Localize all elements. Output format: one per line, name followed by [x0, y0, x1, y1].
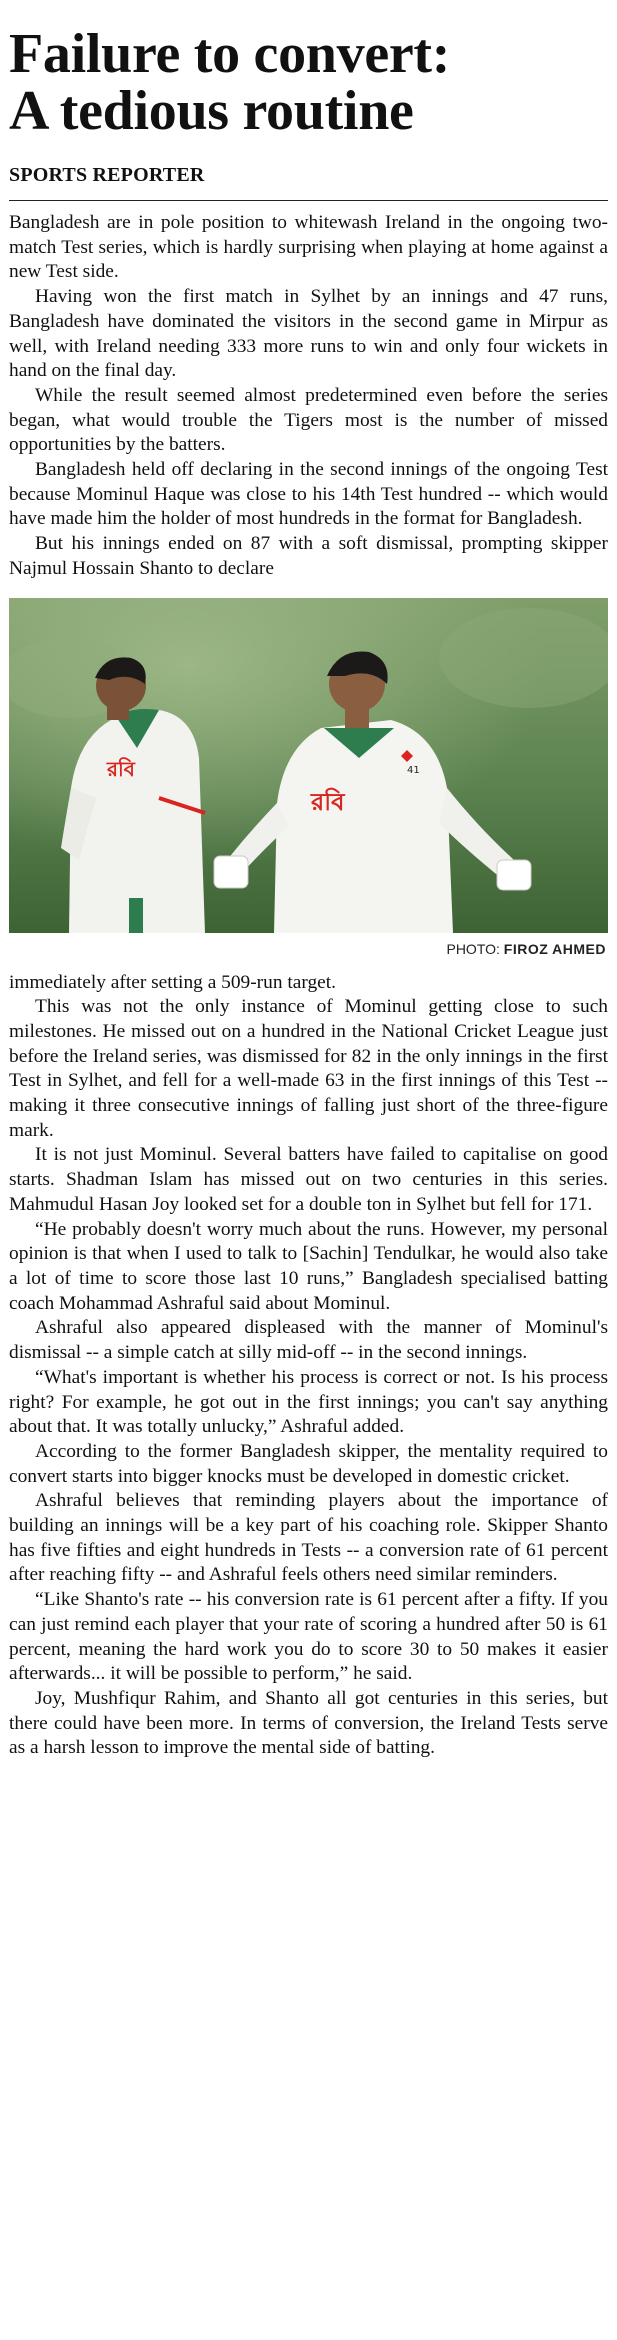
jersey-logo-left: রবি	[107, 756, 135, 781]
photo-credit-prefix: PHOTO:	[446, 940, 500, 957]
paragraph: Bangladesh held off declaring in the second innings of the ongoing Test because Mominul Haque was close to his 14th Test hundred -- which would have made him the holder of most hundreds in the format for Bangladesh.	[9, 459, 608, 530]
headline	[9, 23, 608, 142]
paragraph: While the result seemed almost predetermined even before the series began, what would trouble the Tigers most is the number of missed opportunities by the batters.	[9, 384, 608, 456]
paragraph: It is not just Mominul. Several batters have failed to capitalise on good starts. Shadman Islam has missed out on two centuries in this series. Mahmudul Hasan Joy looked set for a double ton in Sylhet but fell for 171.	[9, 1144, 608, 1215]
paragraph: Bangladesh are in pole position to whitewash Ireland in the ongoing two-match Test series, which is hardly surprising when playing at home against a new Test side.	[9, 212, 608, 283]
byline: SPORTS REPORTER	[9, 164, 205, 186]
paragraph: “He probably doesn't worry much about the runs. However, my personal opinion is that when I used to talk to [Sachin] Tendulkar, he would also take a lot of time to score those last 10 runs,” Bangladesh specialised batting coach Mohammad Ashraful said about Mominul.	[9, 1218, 608, 1314]
paragraph: “What's important is whether his process is correct or not. Is his process right? For example, he got out in the first innings; you can't say anything about that. It was totally unlucky,” Ashraful added.	[9, 1366, 608, 1438]
photo-block	[9, 598, 608, 959]
photo-credit	[9, 941, 606, 959]
jersey-number: 41	[407, 764, 420, 776]
paragraph: Joy, Mushfiqur Rahim, and Shanto all got centuries in this series, but there could have been more. In terms of conversion, the Ireland Tests serve as a harsh lesson to improve the mental side of batting.	[9, 1687, 608, 1759]
article-body-top	[9, 211, 608, 582]
paragraph: This was not the only instance of Mominul getting close to such milestones. He missed out on a hundred in the National Cricket League just before the Ireland series, was dismissed for 82 in the only innings in the first Test in Sylhet, and fell for a well-made 63 in the first innings of this Test -- making it three consecutive innings of falling just short of the three-figure mark.	[9, 996, 608, 1141]
paragraph: But his innings ended on 87 with a soft dismissal, prompting skipper Najmul Hossain Shanto to declare	[9, 533, 608, 579]
cricketers-photo	[9, 598, 608, 933]
paragraph: Ashraful believes that reminding players about the importance of building an innings will be a key part of his coaching role. Skipper Shanto has five fifties and eight hundreds in Tests -- a conversion rate of 61 percent after reaching fifty -- and Ashraful feels others need similar reminders.	[9, 1490, 608, 1586]
paragraph: Having won the first match in Sylhet by an innings and 47 runs, Bangladesh have dominated the visitors in the second game in Mirpur as well, with Ireland needing 333 more runs to win and only four wickets in hand on the final day.	[9, 286, 608, 382]
article-body-bottom	[9, 971, 608, 1762]
headline-line-2: A tedious routine	[9, 80, 414, 142]
paragraph: According to the former Bangladesh skipper, the mentality required to convert starts into bigger knocks must be developed in domestic cricket.	[9, 1440, 608, 1487]
paragraph: immediately after setting a 509-run target.	[9, 971, 337, 993]
photo-credit-name: FIROZ AHMED	[503, 940, 606, 957]
paragraph: Ashraful also appeared displeased with the manner of Mominul's dismissal -- a simple catch at silly mid-off -- in the second innings.	[9, 1317, 608, 1364]
headline-line-1: Failure to convert:	[9, 23, 451, 85]
byline-divider	[9, 200, 608, 201]
jersey-logo-right: রবি	[311, 787, 345, 816]
paragraph: “Like Shanto's rate -- his conversion rate is 61 percent after a fifty. If you can just remind each player that your rate of scoring a hundred after 50 is 61 percent, meaning the hard work you do to score 30 to 50 makes it easier afterwards... it will be possible to perform,” he said.	[9, 1589, 608, 1685]
